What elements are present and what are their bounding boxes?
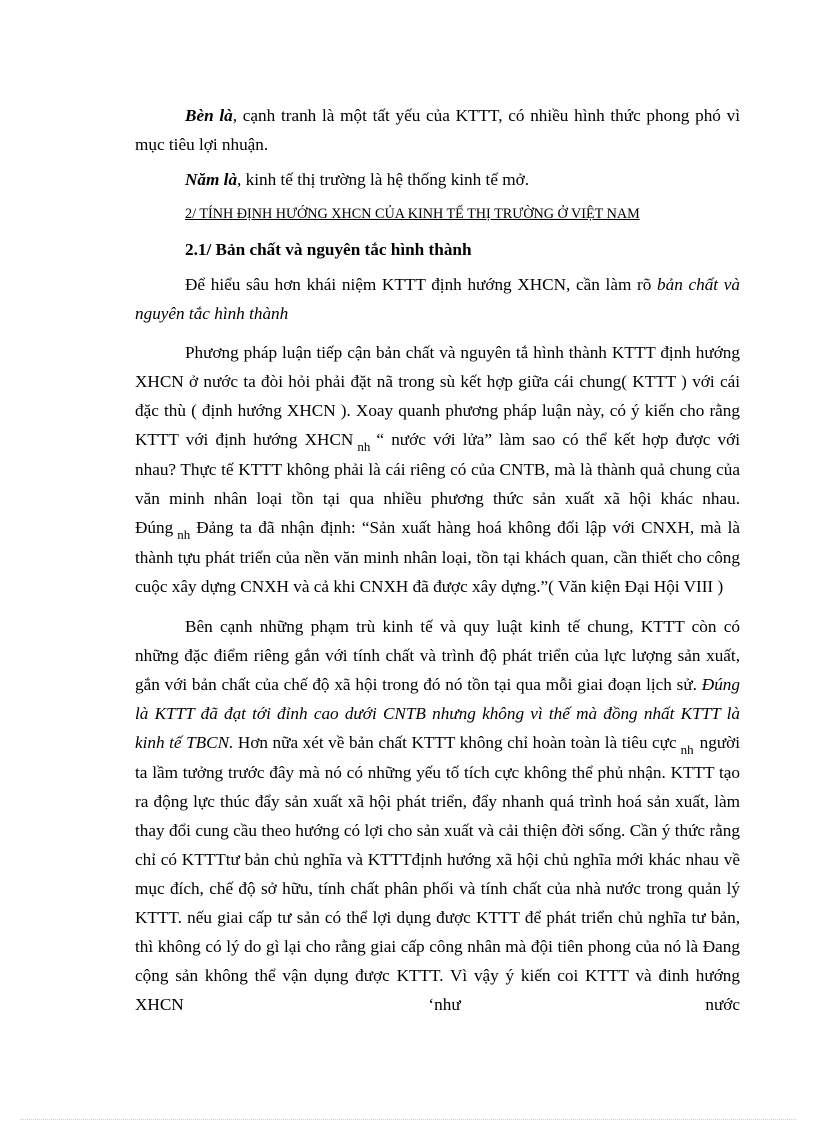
document-body	[135, 101, 740, 1019]
intro-italic: bản chất và nguyên tắc hình thành	[135, 275, 740, 323]
nam-la-text: , kinh tế thị trường là hệ thống kinh tế mở.	[237, 170, 529, 189]
paragraph-ben-la	[135, 101, 740, 159]
characteristics-text-1: Bên cạnh những phạm trù kinh tế và quy luật kinh tế chung, KTTT còn có những đặc điểm riêng gắn với tính chất và trình độ phát triển của lực lượng sản xuất, gắn với bản chất của chế độ xã hội trong đó nó tồn tại qua mỗi giai đoạn lịch sử.	[135, 617, 740, 694]
methodology-subscript-1: nh	[357, 439, 371, 454]
intro-text: Để hiểu sâu hơn khái niệm KTTT định hướng XHCN, cần làm rõ	[185, 275, 658, 294]
section-heading-2: 2/ TÍNH ĐỊNH HƯỚNG XHCN CỦA KINH TẾ THỊ TRƯỜNG Ở VIỆT NAM	[185, 206, 640, 222]
methodology-text-2: “ nước với lửa” làm sao có thể kết hợp được với nhau? Thực tế KTTT không phải là cái riêng có của CNTB, mà là thành quả chung của văn minh nhân loại tồn tại qua nhiều phương thức sản xuất xã hội khác nhau. Đúng	[135, 430, 741, 537]
characteristics-italic: Đúng là KTTT đã đạt tới đỉnh cao dưới CNTB nhưng không vì thế mà đồng nhất KTTT là kinh tế TBCN.	[135, 675, 740, 752]
ben-la-text: , cạnh tranh là một tất yếu của KTTT, có nhiều hình thức phong phó vì mục tiêu lợi nhuận.	[135, 106, 740, 154]
methodology-text-3: Đảng ta đã nhận định: “Sản xuất hàng hoá không đối lập với CNXH, mà là thành tựu phát triển của nền văn minh nhân loại, tồn tại khách quan, cần thiết cho công cuộc xây dựng CNXH và cả khi CNXH đã được xây dựng.”( Văn kiện Đại Hội VIII )	[135, 518, 740, 596]
methodology-subscript-2: nh	[177, 527, 191, 542]
page-bottom-divider	[20, 1119, 796, 1120]
paragraph-nam-la	[135, 165, 740, 194]
paragraph-intro	[135, 270, 740, 328]
methodology-text-1: Phương pháp luận tiếp cận bản chất và nguyên tắ hình thành KTTT định hướng XHCN ở nước ta đòi hỏi phải đặt nã trong sù kết hợp giữa cái chung( KTTT ) với cái đặc thù ( định hướng XHCN ). Xoay quanh phương pháp luận này, có ý kiến cho rằng KTTT với định hướng XHCN	[135, 343, 740, 449]
ben-la-label: Bèn là	[185, 106, 233, 125]
nam-la-label: Năm là	[185, 170, 238, 189]
characteristics-text-2: Hơn nữa xét về bản chất KTTT không chỉ hoàn toàn là tiêu cực	[233, 733, 677, 752]
subsection-heading-2-1: 2.1/ Bản chất và nguyên tắc hình thành	[185, 240, 472, 259]
paragraph-characteristics	[135, 612, 740, 1019]
characteristics-text-3: người ta lầm tưởng trước đây mà nó có những yếu tố tích cực không thể phủ nhận. KTTT tạo ra động lực thúc đẩy sản xuất xã hội phát triển, đẩy nhanh quá trình hoá sản xuất, làm thay đổi cung cầu theo hướng có lợi cho sản xuất và cải thiện đời sống. Cần ý thức rằng chỉ có KTTTtư bản chủ nghĩa và KTTTđịnh hướng xã hội chủ nghĩa mới khác nhau về mục đích, chế độ sở hữu, tính chất phân phối và tính chất của nhà nước trong quản lý KTTT. nếu giai cấp tư sản có thể lợi dụng được KTTT để phát triển chủ nghĩa tư bản, thì không có lý do gì lại cho rằng giai cấp công nhân mà đội tiên phong của nó là Đang cộng sản không thể vận dụng được KTTT. Vì vậy ý kiến coi KTTT và đinh hướng XHCN ‘như nước	[135, 733, 740, 1014]
characteristics-subscript: nh	[680, 742, 694, 757]
paragraph-methodology	[135, 338, 740, 601]
